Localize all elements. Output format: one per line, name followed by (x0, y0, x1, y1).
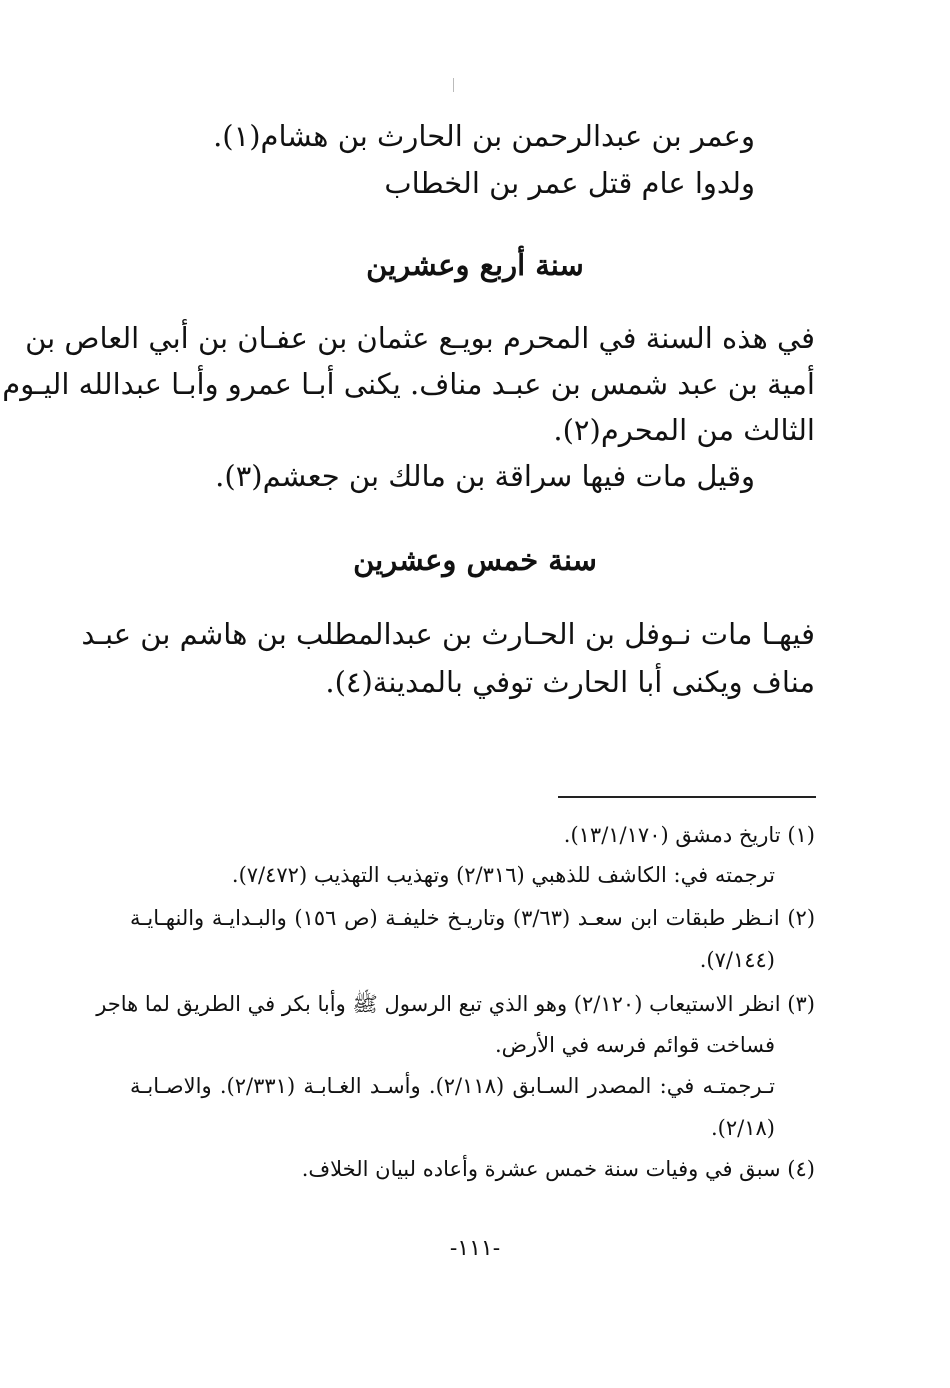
text-line: أمية بن عبد شمس بن عبـد مناف. يكنى أبـا عمرو وأبـا عبدالله اليـوم (2, 367, 815, 401)
footnote-line: تـرجمتـه في: المصدر السـابق (٢/١١٨). وأسـد الغـابـة (٢/٣٣١). والاصـابـة (130, 1074, 775, 1098)
footnote-line: (١) تاريخ دمشق (١٣/١/١٧٠). (563, 823, 815, 847)
footnote-line: (٢) انـظر طبقات ابن سعـد (٣/٦٣) وتاريـخ خليفـة (ص ١٥٦) والبـدايـة والنهـايـة (130, 906, 816, 930)
section-heading: سنة خمس وعشرين (353, 543, 597, 577)
footnote-separator (558, 796, 816, 798)
text-line: فيهـا مات نـوفل بن الحـارث بن عبدالمطلب بن هاشم بن عبـد (81, 617, 815, 651)
text-line: الثالث من المحرم(٢). (553, 413, 815, 447)
text-line: وقيل مات فيها سراقة بن مالك بن جعشم(٣). (215, 459, 755, 493)
text-line: وعمر بن عبدالرحمن بن الحارث بن هشام(١). (213, 119, 755, 153)
text-line: في هذه السنة في المحرم بويـع عثمان بن عفـان بن أبي العاص بن (25, 321, 815, 355)
scan-mark (453, 78, 454, 92)
footnote-line: (٤) سبق في وفيات سنة خمس عشرة وأعاده لبيان الخلاف. (301, 1157, 815, 1181)
section-heading: سنة أربع وعشرين (366, 248, 584, 282)
text-line: ولدوا عام قتل عمر بن الخطاب (384, 166, 755, 200)
text-line: مناف ويكنى أبا الحارث توفي بالمدينة(٤). (325, 665, 815, 699)
footnote-line: فساخت قوائم فرسه في الأرض. (494, 1033, 775, 1057)
page-number: -١١١- (449, 1236, 501, 1261)
footnote-line: (٢/١٨). (711, 1116, 775, 1140)
footnote-line: (٧/١٤٤). (699, 948, 775, 972)
footnote-line: (٣) انظر الاستيعاب (٢/١٢٠) وهو الذي تبع الرسول ﷺ وأبا بكر في الطريق لما هاجر (96, 992, 815, 1016)
footnote-line: ترجمته في: الكاشف للذهبي (٢/٣١٦) وتهذيب التهذيب (٧/٤٧٢). (231, 863, 775, 887)
